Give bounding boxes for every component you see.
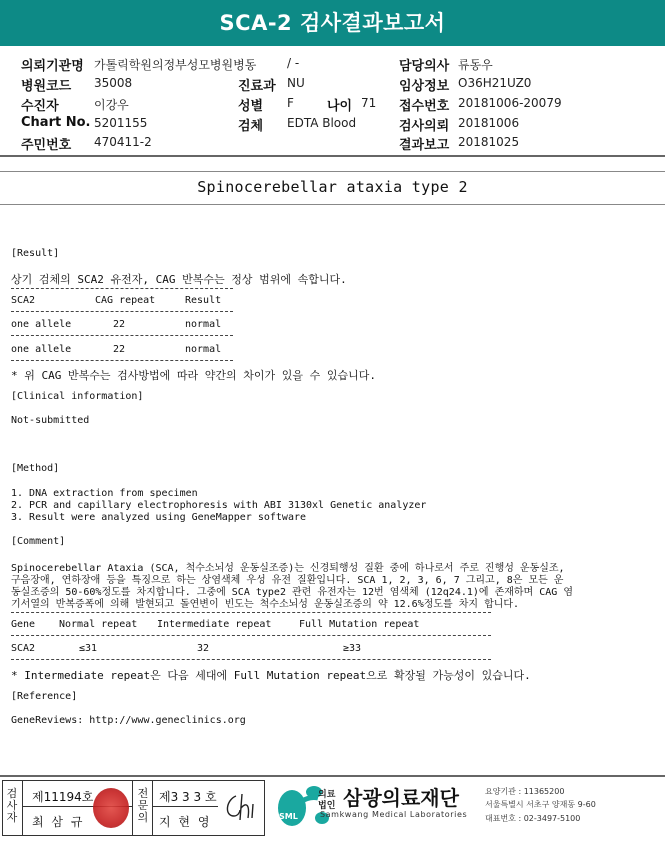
info-value: EDTA Blood bbox=[287, 116, 357, 130]
clinical-heading: [Clinical information] bbox=[11, 391, 144, 402]
method-step: 1. DNA extraction from specimen bbox=[11, 488, 198, 499]
result-summary: 상기 검체의 SCA2 유전자, CAG 반복수는 정상 범위에 속합니다. bbox=[11, 273, 347, 286]
info-label: 주민번호 bbox=[21, 138, 72, 153]
specialist-label: 전문의 bbox=[137, 787, 149, 824]
comment-line: Spinocerebellar Ataxia (SCA, 척수소뇌성 운동실조증)는 신경퇴행성 질환 중에 하나로서 주로 진행성 운동실조, bbox=[11, 563, 565, 574]
divider bbox=[22, 780, 23, 836]
comment-line: 구음장애, 연하장애 등을 특징으로 하는 상염색체 우성 유전 질환입니다. SCA 1, 2, 3, 6, 7 그리고, 8은 모든 운 bbox=[11, 575, 564, 586]
table-divider bbox=[11, 360, 233, 361]
table-divider bbox=[11, 288, 233, 289]
table-divider bbox=[11, 659, 491, 660]
comment-heading: [Comment] bbox=[11, 536, 66, 547]
report-header-bar bbox=[0, 0, 665, 46]
info-value: 이강우 bbox=[94, 98, 129, 112]
info-label: 나이 bbox=[327, 99, 353, 114]
info-value: 20181006-20079 bbox=[458, 96, 562, 110]
divider bbox=[0, 171, 665, 172]
result-note: * 위 CAG 반복수는 검사방법에 따라 약간의 차이가 있을 수 있습니다. bbox=[11, 369, 376, 382]
column-header: Intermediate repeat bbox=[157, 619, 272, 630]
table-cell: normal bbox=[185, 319, 222, 330]
specialist-name: 지 현 영 bbox=[159, 815, 212, 829]
info-label: 접수번호 bbox=[399, 99, 450, 114]
contact-line: 대표번호 : 02-3497-5100 bbox=[485, 814, 581, 823]
info-label: 수진자 bbox=[21, 99, 59, 114]
document-title: Spinocerebellar ataxia type 2 bbox=[197, 178, 468, 196]
info-label: Chart No. bbox=[21, 115, 91, 130]
table-divider bbox=[11, 311, 233, 312]
info-label: 병원코드 bbox=[21, 79, 72, 94]
inspector-name: 최 삼 규 bbox=[32, 815, 85, 829]
clinical-text: Not-submitted bbox=[11, 415, 90, 426]
column-header: CAG repeat bbox=[95, 295, 156, 306]
result-heading: [Result] bbox=[11, 248, 60, 259]
comment-line: 기서열의 반복증폭에 의해 발현되고 돌연변이 빈도는 척수소뇌성 운동실조증의 약 12.6%정도를 차지 합니다. bbox=[11, 599, 520, 610]
table-cell: 22 bbox=[113, 319, 126, 330]
report-title: SCA-2 검사결과보고서 bbox=[219, 11, 446, 35]
divider bbox=[132, 780, 133, 836]
column-header: Normal repeat bbox=[59, 619, 138, 630]
column-header: Full Mutation repeat bbox=[299, 619, 420, 630]
info-value: 35008 bbox=[94, 76, 133, 90]
column-header: SCA2 bbox=[11, 295, 36, 306]
logo-small: 법인 bbox=[318, 801, 336, 811]
info-label: 결과보고 bbox=[399, 138, 450, 153]
divider bbox=[152, 806, 218, 807]
logo-name: 삼광의료재단 bbox=[343, 786, 459, 810]
reference-heading: [Reference] bbox=[11, 691, 78, 702]
table-cell: 32 bbox=[197, 643, 210, 654]
info-value: 470411-2 bbox=[94, 135, 152, 149]
comment-line: 동실조증의 50-60%정도를 차지합니다. 그중에 SCA type2 관련 유전자는 12번 염색체 (12q24.1)에 존재하며 CAG 염 bbox=[11, 587, 573, 598]
seal-stamp-icon bbox=[93, 788, 129, 828]
table-divider bbox=[11, 635, 491, 636]
info-value: 20181025 bbox=[458, 135, 520, 149]
method-heading: [Method] bbox=[11, 463, 60, 474]
column-header: Gene bbox=[11, 619, 36, 630]
table-cell: ≥33 bbox=[343, 643, 362, 654]
table-cell: one allele bbox=[11, 319, 72, 330]
info-value: 71 bbox=[361, 96, 377, 110]
info-value: 류동우 bbox=[458, 58, 493, 72]
contact-line: 요양기관 : 11365200 bbox=[485, 787, 565, 796]
inspector-license: 제11194호 bbox=[32, 790, 94, 804]
divider bbox=[152, 780, 153, 836]
divider bbox=[0, 204, 665, 205]
comment-note: * Intermediate repeat은 다음 세대에 Full Mutation repeat으로 확장될 가능성이 있습니다. bbox=[11, 669, 531, 682]
info-label: 의뢰기관명 bbox=[21, 59, 84, 74]
table-cell: one allele bbox=[11, 344, 72, 355]
divider bbox=[0, 155, 665, 157]
method-step: 2. PCR and capillary electrophoresis with ABI 3130xl Genetic analyzer bbox=[11, 500, 427, 511]
info-label: 성별 bbox=[238, 99, 264, 114]
logo-english: Samkwang Medical Laboratories bbox=[320, 810, 468, 819]
info-value: O36H21UZ0 bbox=[458, 76, 532, 90]
info-value: 가톨릭학원의정부성모병원병동 bbox=[94, 58, 257, 72]
inspector-label: 검사자 bbox=[6, 787, 18, 824]
info-label: 검체 bbox=[238, 119, 264, 134]
method-step: 3. Result were analyzed using GeneMapper software bbox=[11, 512, 307, 523]
info-value: 5201155 bbox=[94, 116, 148, 130]
table-cell: SCA2 bbox=[11, 643, 36, 654]
contact-line: 서울특별시 서초구 양재동 9-60 bbox=[485, 800, 596, 809]
table-cell: 22 bbox=[113, 344, 126, 355]
info-label: 담당의사 bbox=[399, 59, 450, 74]
divider bbox=[0, 775, 665, 777]
reference-text: GeneReviews: http://www.geneclinics.org bbox=[11, 715, 246, 726]
info-value: / - bbox=[287, 56, 300, 70]
info-value: F bbox=[287, 96, 294, 110]
info-label: 임상정보 bbox=[399, 79, 450, 94]
logo-abbr: SML bbox=[279, 812, 298, 821]
table-divider bbox=[11, 335, 233, 336]
specialist-license: 제3 3 3 호 bbox=[159, 790, 217, 804]
signature-icon bbox=[220, 790, 262, 826]
info-label: 진료과 bbox=[238, 79, 276, 94]
info-value: NU bbox=[287, 76, 305, 90]
table-divider bbox=[11, 612, 491, 613]
logo-small: 의료 bbox=[318, 790, 336, 800]
info-value: 20181006 bbox=[458, 116, 520, 130]
table-cell: normal bbox=[185, 344, 222, 355]
column-header: Result bbox=[185, 295, 222, 306]
info-label: 검사의뢰 bbox=[399, 119, 450, 134]
table-cell: ≤31 bbox=[79, 643, 98, 654]
